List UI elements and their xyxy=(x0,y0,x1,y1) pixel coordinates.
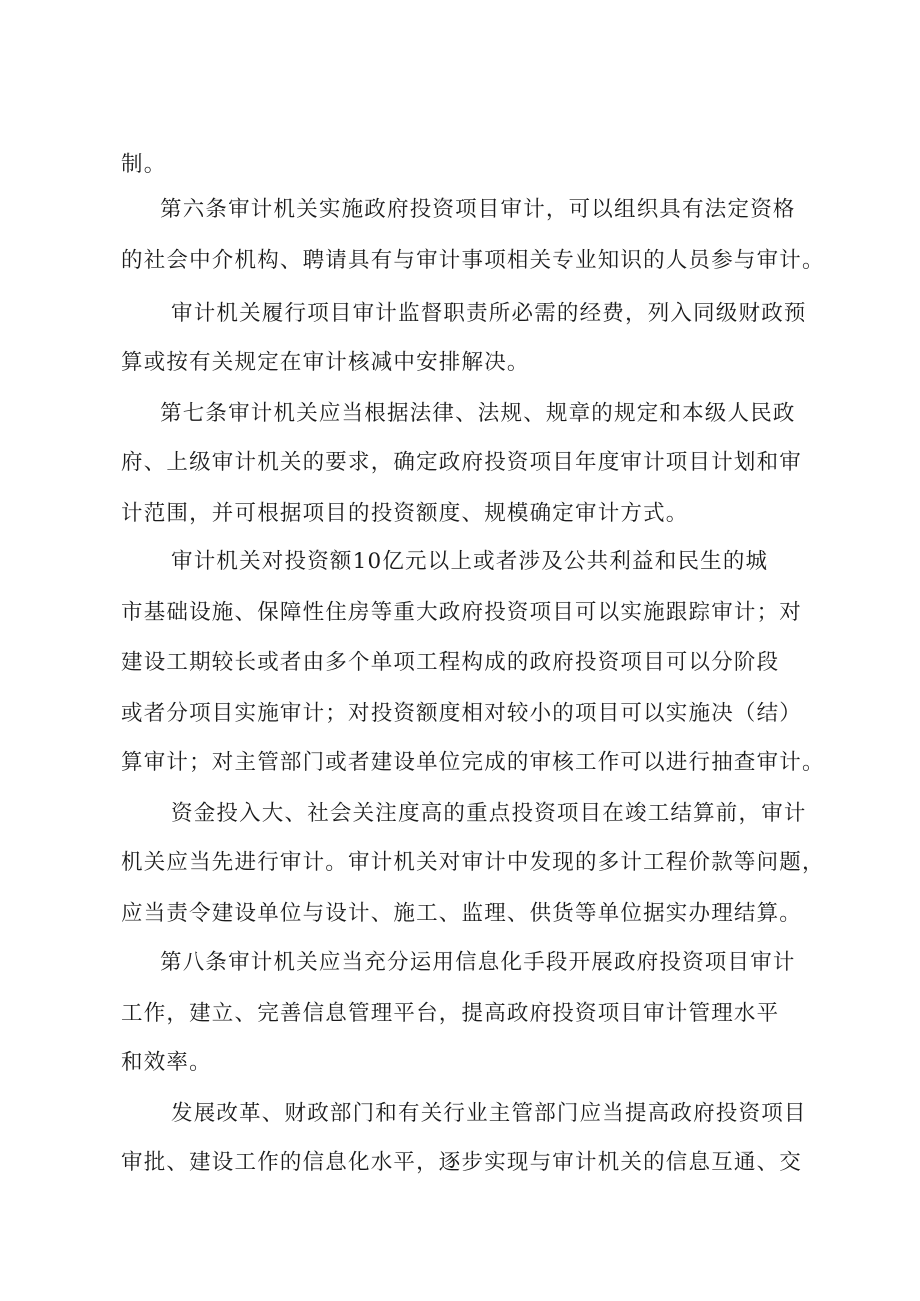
text-line: 应当责令建设单位与设计、施工、监理、供货等单位据实办理结算。 xyxy=(121,901,803,926)
text-line: 计范围，并可根据项目的投资额度、规模确定审计方式。 xyxy=(121,501,689,526)
text-line: 审批、建设工作的信息化水平，逐步实现与审计机关的信息互通、交 xyxy=(121,1150,803,1175)
text-line: 和效率。 xyxy=(121,1050,212,1075)
text-line: 第八条审计机关应当充分运用信息化手段开展政府投资项目审计 xyxy=(160,950,796,975)
text-line: 的社会中介机构、聘请具有与审计事项相关专业知识的人员参与审计。 xyxy=(121,248,825,273)
text-line: 资金投入大、社会关注度高的重点投资项目在竣工结算前，审计 xyxy=(171,801,807,826)
text-line: 建设工期较长或者由多个单项工程构成的政府投资项目可以分阶段 xyxy=(121,650,780,675)
text-line: 审计机关履行项目审计监督职责所必需的经费，列入同级财政预 xyxy=(171,301,807,326)
text-line: 算或按有关规定在审计核减中安排解决。 xyxy=(121,350,530,375)
text-line: 审计机关对投资额10亿元以上或者涉及公共利益和民生的城 xyxy=(171,549,769,574)
text-line: 府、上级审计机关的要求，确定政府投资项目年度审计项目计划和审 xyxy=(121,450,803,475)
text-line: 市基础设施、保障性住房等重大政府投资项目可以实施跟踪审计；对 xyxy=(121,600,803,625)
text-line: 或者分项目实施审计；对投资额度相对较小的项目可以实施决（结） xyxy=(121,701,803,726)
text-line: 第七条审计机关应当根据法律、法规、规章的规定和本级人民政 xyxy=(160,401,796,426)
text-line: 制。 xyxy=(121,152,167,177)
text-line: 第六条审计机关实施政府投资项目审计，可以组织具有法定资格 xyxy=(160,197,796,222)
text-line: 工作，建立、完善信息管理平台，提高政府投资项目审计管理水平 xyxy=(121,1001,780,1026)
text-line: 机关应当先进行审计。审计机关对审计中发现的多计工程价款等问题， xyxy=(121,850,825,875)
text-line: 发展改革、财政部门和有关行业主管部门应当提高政府投资项目 xyxy=(171,1101,807,1126)
text-line: 算审计；对主管部门或者建设单位完成的审核工作可以进行抽查审计。 xyxy=(121,750,825,775)
